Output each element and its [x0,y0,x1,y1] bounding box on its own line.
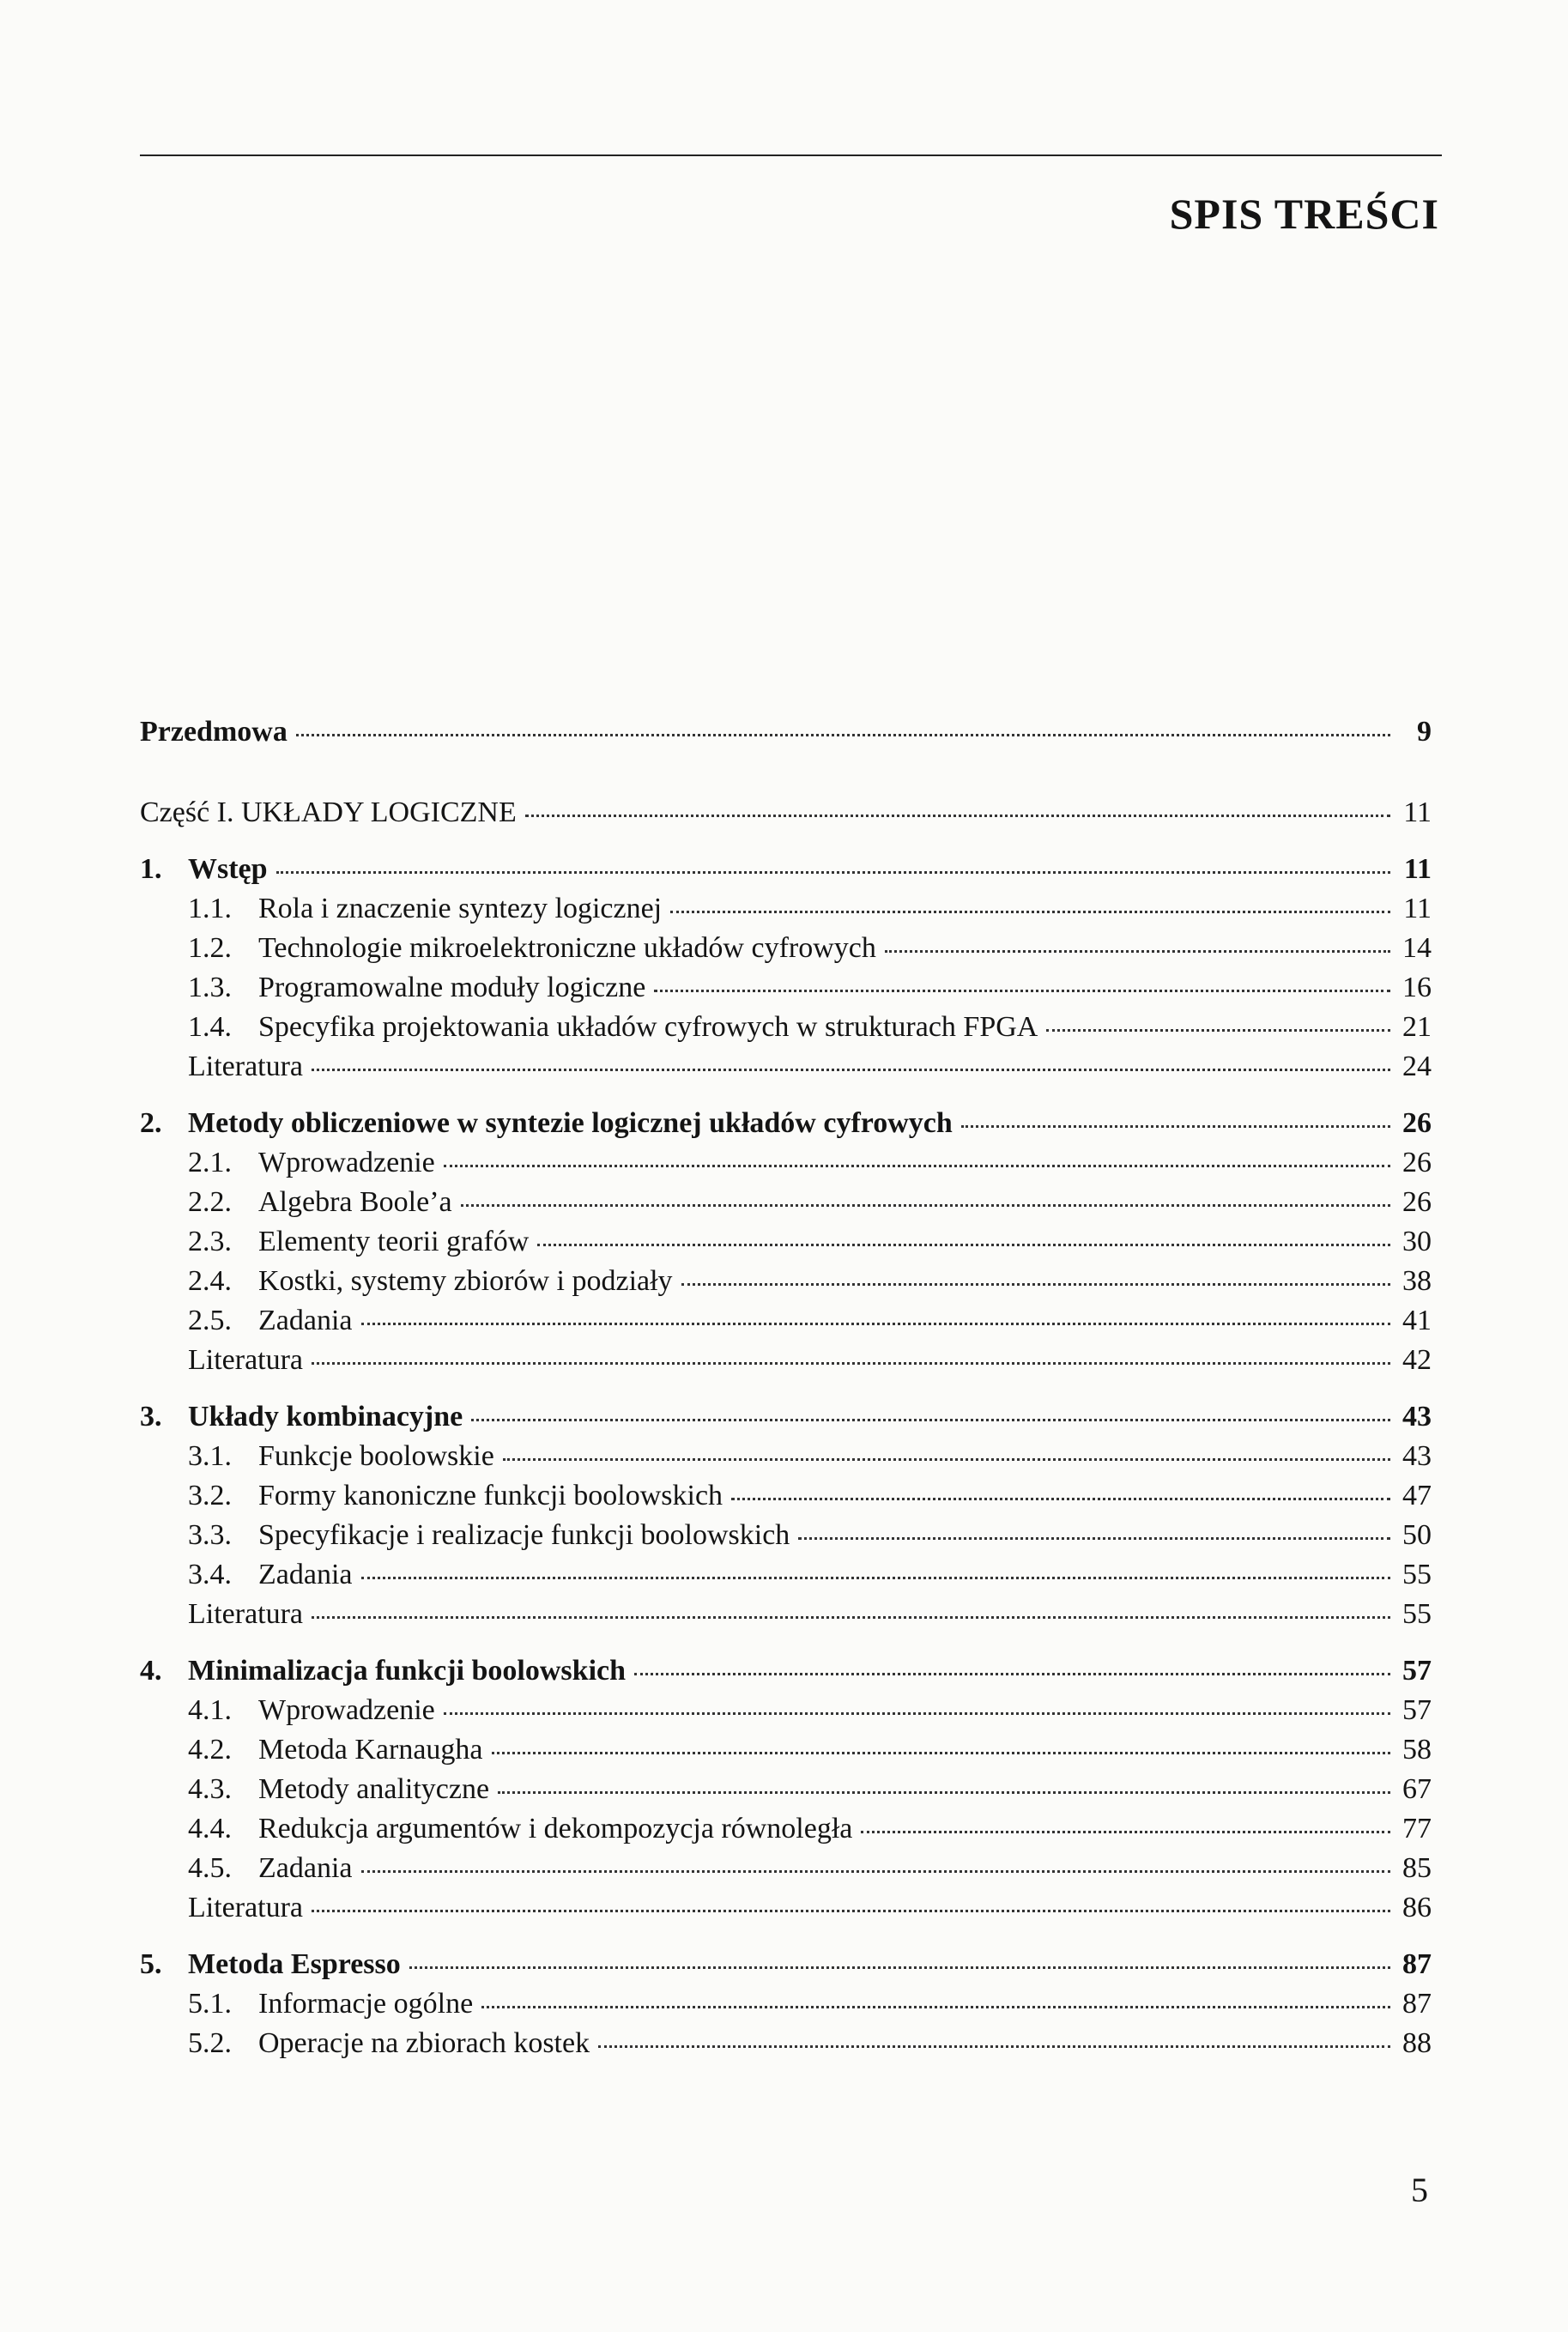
section-number: 2.3. [188,1226,232,1257]
toc-page-number: 26 [1402,1186,1432,1218]
toc-label: Rola i znaczenie syntezy logicznej [258,893,663,924]
section-number: 4.3. [188,1773,232,1805]
toc-label: Metody obliczeniowe w syntezie logicznej układów cyfrowych [188,1107,953,1139]
section-number: 3.3. [188,1519,232,1551]
toc-entry-section[interactable] [140,1183,1432,1222]
toc-entry-preface[interactable] [140,712,1432,752]
toc-entry-section[interactable] [140,1437,1432,1476]
chapter-number: 1. [140,853,162,885]
leader-dots [276,871,1390,874]
toc-entry-literature[interactable] [140,1341,1432,1380]
toc-page-number: 57 [1402,1655,1432,1687]
toc-page-number: 85 [1402,1852,1432,1884]
toc-page-number: 43 [1402,1440,1432,1472]
toc-entry-section[interactable] [140,1809,1432,1849]
leader-dots [296,734,1390,736]
toc-page-number: 41 [1402,1305,1432,1336]
toc-page-number: 77 [1402,1813,1432,1844]
toc-entry-section[interactable] [140,1984,1432,2024]
section-number: 1.4. [188,1011,232,1043]
toc-page-number: 87 [1402,1948,1432,1980]
toc-label: Literatura [188,1051,304,1082]
leader-dots [1046,1029,1390,1032]
toc-label: Zadania [258,1852,353,1884]
toc-label: Algebra Boole’a [258,1186,452,1218]
toc-entry-chapter[interactable] [140,850,1432,889]
toc-page-number: 87 [1402,1988,1432,2020]
toc-entry-literature[interactable] [140,1595,1432,1634]
table-of-contents [140,712,1432,2063]
toc-page-number: 21 [1402,1011,1432,1043]
toc-entry-section[interactable] [140,1262,1432,1301]
toc-page-number: 9 [1417,716,1432,748]
toc-page-number: 50 [1402,1519,1432,1551]
toc-entry-section[interactable] [140,929,1432,968]
leader-dots [861,1831,1390,1833]
leader-dots [444,1165,1390,1167]
toc-page-number: 55 [1402,1598,1432,1630]
toc-label: Wprowadzenie [258,1694,435,1726]
chapter-number: 4. [140,1655,162,1687]
leader-dots [961,1125,1390,1128]
toc-entry-section[interactable] [140,1222,1432,1262]
leader-dots [312,1616,1390,1619]
toc-page-number: 58 [1402,1734,1432,1766]
section-number: 2.4. [188,1265,232,1297]
leader-dots [312,1362,1390,1365]
toc-label: Informacje ogólne [258,1988,474,2020]
leader-dots [312,1910,1390,1912]
toc-label: Minimalizacja funkcji boolowskich [188,1655,627,1687]
leader-dots [461,1204,1390,1207]
section-number: 5.1. [188,1988,232,2020]
toc-label: Literatura [188,1892,304,1923]
toc-entry-literature[interactable] [140,1888,1432,1928]
toc-label: Literatura [188,1598,304,1630]
toc-entry-section[interactable] [140,2024,1432,2063]
toc-label: Kostki, systemy zbiorów i podziały [258,1265,673,1297]
toc-page-number: 88 [1402,2027,1432,2059]
leader-dots [471,1419,1390,1421]
chapter-number: 5. [140,1948,162,1980]
toc-label: Zadania [258,1559,353,1590]
toc-label: Metody analityczne [258,1773,490,1805]
toc-page-number: 24 [1402,1051,1432,1082]
toc-entry-section[interactable] [140,1143,1432,1183]
toc-entry-section[interactable] [140,1555,1432,1595]
toc-page-number: 11 [1403,797,1432,828]
toc-page-number: 57 [1402,1694,1432,1726]
section-number: 2.5. [188,1305,232,1336]
toc-page-number: 67 [1402,1773,1432,1805]
section-number: 2.2. [188,1186,232,1218]
leader-dots [361,1323,1391,1325]
toc-label: Wprowadzenie [258,1147,435,1178]
toc-page-number: 43 [1402,1401,1432,1433]
toc-page-number: 14 [1402,932,1432,964]
toc-entry-chapter[interactable] [140,1651,1432,1691]
toc-entry-section[interactable] [140,1476,1432,1516]
toc-entry-section[interactable] [140,968,1432,1008]
section-number: 2.1. [188,1147,232,1178]
leader-dots [361,1577,1391,1579]
leader-dots [409,1966,1390,1969]
toc-entry-chapter[interactable] [140,1104,1432,1143]
section-number: 3.2. [188,1480,232,1511]
chapter-number: 2. [140,1107,162,1139]
toc-page-number: 26 [1402,1107,1432,1139]
toc-label: Elementy teorii grafów [258,1226,530,1257]
leader-dots [444,1712,1390,1715]
toc-page-number: 30 [1402,1226,1432,1257]
toc-label: Metoda Karnaugha [258,1734,483,1766]
toc-label: Literatura [188,1344,304,1376]
toc-label: Specyfika projektowania układów cyfrowych w strukturach FPGA [258,1011,1038,1043]
leader-dots [537,1244,1390,1246]
section-number: 4.5. [188,1852,232,1884]
toc-page-number: 11 [1403,853,1432,885]
section-number: 1.3. [188,972,232,1003]
toc-entry-section[interactable] [140,1691,1432,1730]
toc-page-number: 38 [1402,1265,1432,1297]
toc-label: Układy kombinacyjne [188,1401,463,1433]
toc-page-number: 11 [1403,893,1432,924]
header-rule [140,154,1442,156]
toc-entry-chapter[interactable] [140,1945,1432,1984]
toc-page-number: 47 [1402,1480,1432,1511]
leader-dots [361,1870,1391,1873]
section-number: 1.2. [188,932,232,964]
toc-label: Wstęp [188,853,268,885]
leader-dots [798,1537,1390,1540]
leader-dots [525,815,1390,817]
toc-label: Metoda Espresso [188,1948,401,1980]
toc-label: Przedmowa [140,716,288,748]
toc-entry-section[interactable] [140,889,1432,929]
toc-entry-section[interactable] [140,1849,1432,1888]
leader-dots [731,1498,1390,1500]
page-title: SPIS TREŚCI [1169,190,1439,238]
toc-page-number: 86 [1402,1892,1432,1923]
leader-dots [498,1791,1390,1794]
toc-entry-section[interactable] [140,1730,1432,1770]
section-number: 3.4. [188,1559,232,1590]
toc-entry-section[interactable] [140,1516,1432,1555]
toc-label: Redukcja argumentów i dekompozycja równoległa [258,1813,853,1844]
leader-dots [481,2006,1390,2008]
toc-label: Zadania [258,1305,353,1336]
section-number: 3.1. [188,1440,232,1472]
section-number: 4.1. [188,1694,232,1726]
toc-entry-section[interactable] [140,1301,1432,1341]
toc-entry-part[interactable] [140,793,1432,833]
toc-entry-literature[interactable] [140,1047,1432,1087]
leader-dots [312,1069,1390,1071]
chapter-number: 3. [140,1401,162,1433]
page-number: 5 [1411,2171,1428,2209]
toc-entry-chapter[interactable] [140,1397,1432,1437]
leader-dots [885,950,1390,953]
section-number: 5.2. [188,2027,232,2059]
leader-dots [503,1458,1390,1461]
leader-dots [681,1283,1390,1286]
section-number: 4.4. [188,1813,232,1844]
section-number: 1.1. [188,893,232,924]
toc-page-number: 16 [1402,972,1432,1003]
toc-label: Funkcje boolowskie [258,1440,494,1472]
leader-dots [670,911,1390,913]
toc-label: Programowalne moduły logiczne [258,972,646,1003]
leader-dots [598,2045,1390,2048]
toc-label: Formy kanoniczne funkcji boolowskich [258,1480,723,1511]
toc-page-number: 26 [1402,1147,1432,1178]
leader-dots [654,990,1390,992]
toc-page-number: 42 [1402,1344,1432,1376]
toc-entry-section[interactable] [140,1770,1432,1809]
toc-label: Część I. UKŁADY LOGICZNE [140,797,517,828]
chapter-list [140,850,1432,2063]
section-number: 4.2. [188,1734,232,1766]
leader-dots [492,1752,1390,1754]
toc-entry-section[interactable] [140,1008,1432,1047]
toc-page-number: 55 [1402,1559,1432,1590]
toc-label: Technologie mikroelektroniczne układów cyfrowych [258,932,876,964]
leader-dots [634,1673,1390,1675]
toc-label: Specyfikacje i realizacje funkcji boolowskich [258,1519,790,1551]
toc-label: Operacje na zbiorach kostek [258,2027,590,2059]
